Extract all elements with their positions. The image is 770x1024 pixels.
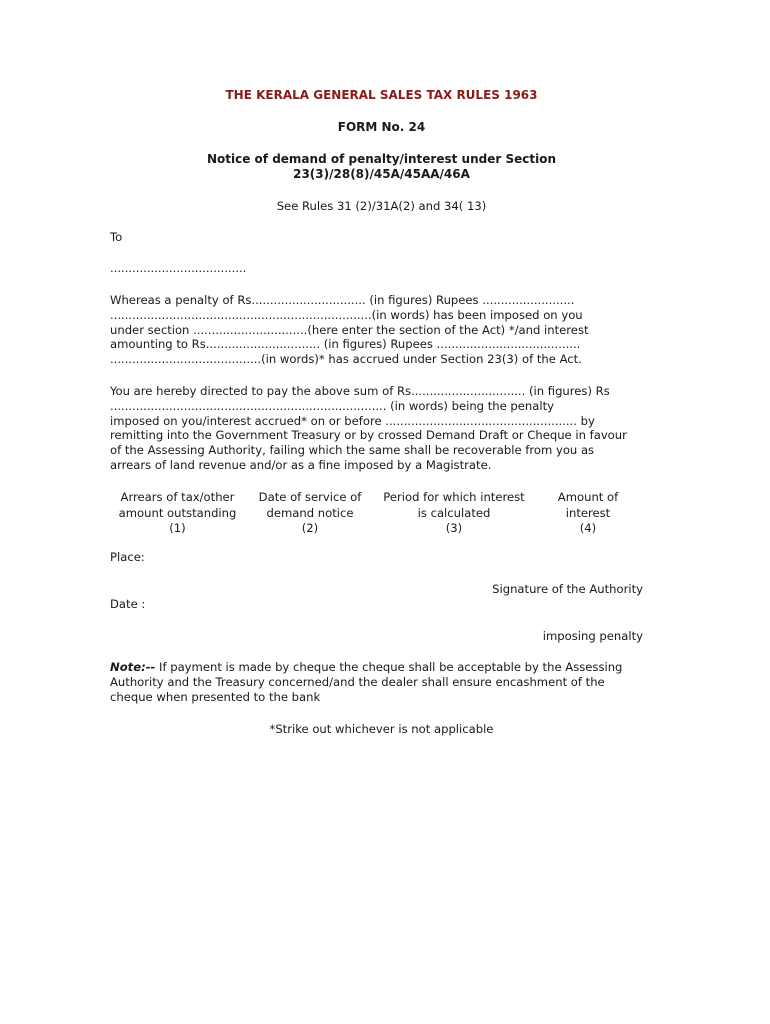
note-text: If payment is made by cheque the cheque shall be acceptable by the Assessing Authority and the Treasury concerned/and the dealer shall ensure encashment of the cheque when presented to the bank	[110, 660, 623, 704]
signature-label: Signature of the Authority	[492, 582, 643, 596]
notice-heading-line1: Notice of demand of penalty/interest under Section	[206, 152, 556, 166]
form-number: FORM No. 24	[337, 120, 426, 134]
table-column-service-date: Date of service of demand notice (2)	[258, 490, 362, 535]
table-column-arrears: Arrears of tax/other amount outstanding (1)	[118, 490, 237, 535]
notice-heading	[110, 152, 653, 182]
document-title: THE KERALA GENERAL SALES TAX RULES 1963	[225, 88, 538, 102]
rules-reference: See Rules 31 (2)/31A(2) and 34( 13)	[276, 199, 487, 213]
note-label: Note:--	[110, 660, 156, 674]
table-column-interest-period: Period for which interest is calculated (3)	[383, 490, 525, 535]
place-label: Place:	[110, 550, 145, 564]
table-column-interest-amount: Amount of interest (4)	[557, 490, 619, 535]
note-paragraph	[110, 660, 655, 705]
payment-direction-paragraph: You are hereby directed to pay the above sum of Rs............................... (in figures) Rs ........................................................................... (in words) being the penalty imposed on you/interest accrued* on or before .................................................... by remitting into the Government Treasury or by crossed Demand Draft or Cheque in favour of the Assessing Authority, failing which the same shall be recoverable from you as arrears of land revenue and/or as a fine imposed by a Magistrate.	[110, 384, 627, 472]
addressee-label: To	[110, 230, 123, 244]
strike-out-instruction: *Strike out whichever is not applicable	[269, 722, 494, 736]
date-label: Date :	[110, 597, 146, 611]
addressee-blank: .....................................	[110, 261, 247, 275]
notice-heading-line2: 23(3)/28(8)/45A/45AA/46A	[293, 167, 470, 181]
imposing-penalty-label: imposing penalty	[542, 629, 643, 643]
penalty-paragraph: Whereas a penalty of Rs............................... (in figures) Rupees ......................... .......................................................................(in words) has been imposed on you under section ...............................(here enter the section of the Act) */and interest amounting to Rs............................... (in figures) Rupees ....................................... .........................................(in words)* has accrued under Section 23(3) of the Act.	[110, 293, 589, 367]
